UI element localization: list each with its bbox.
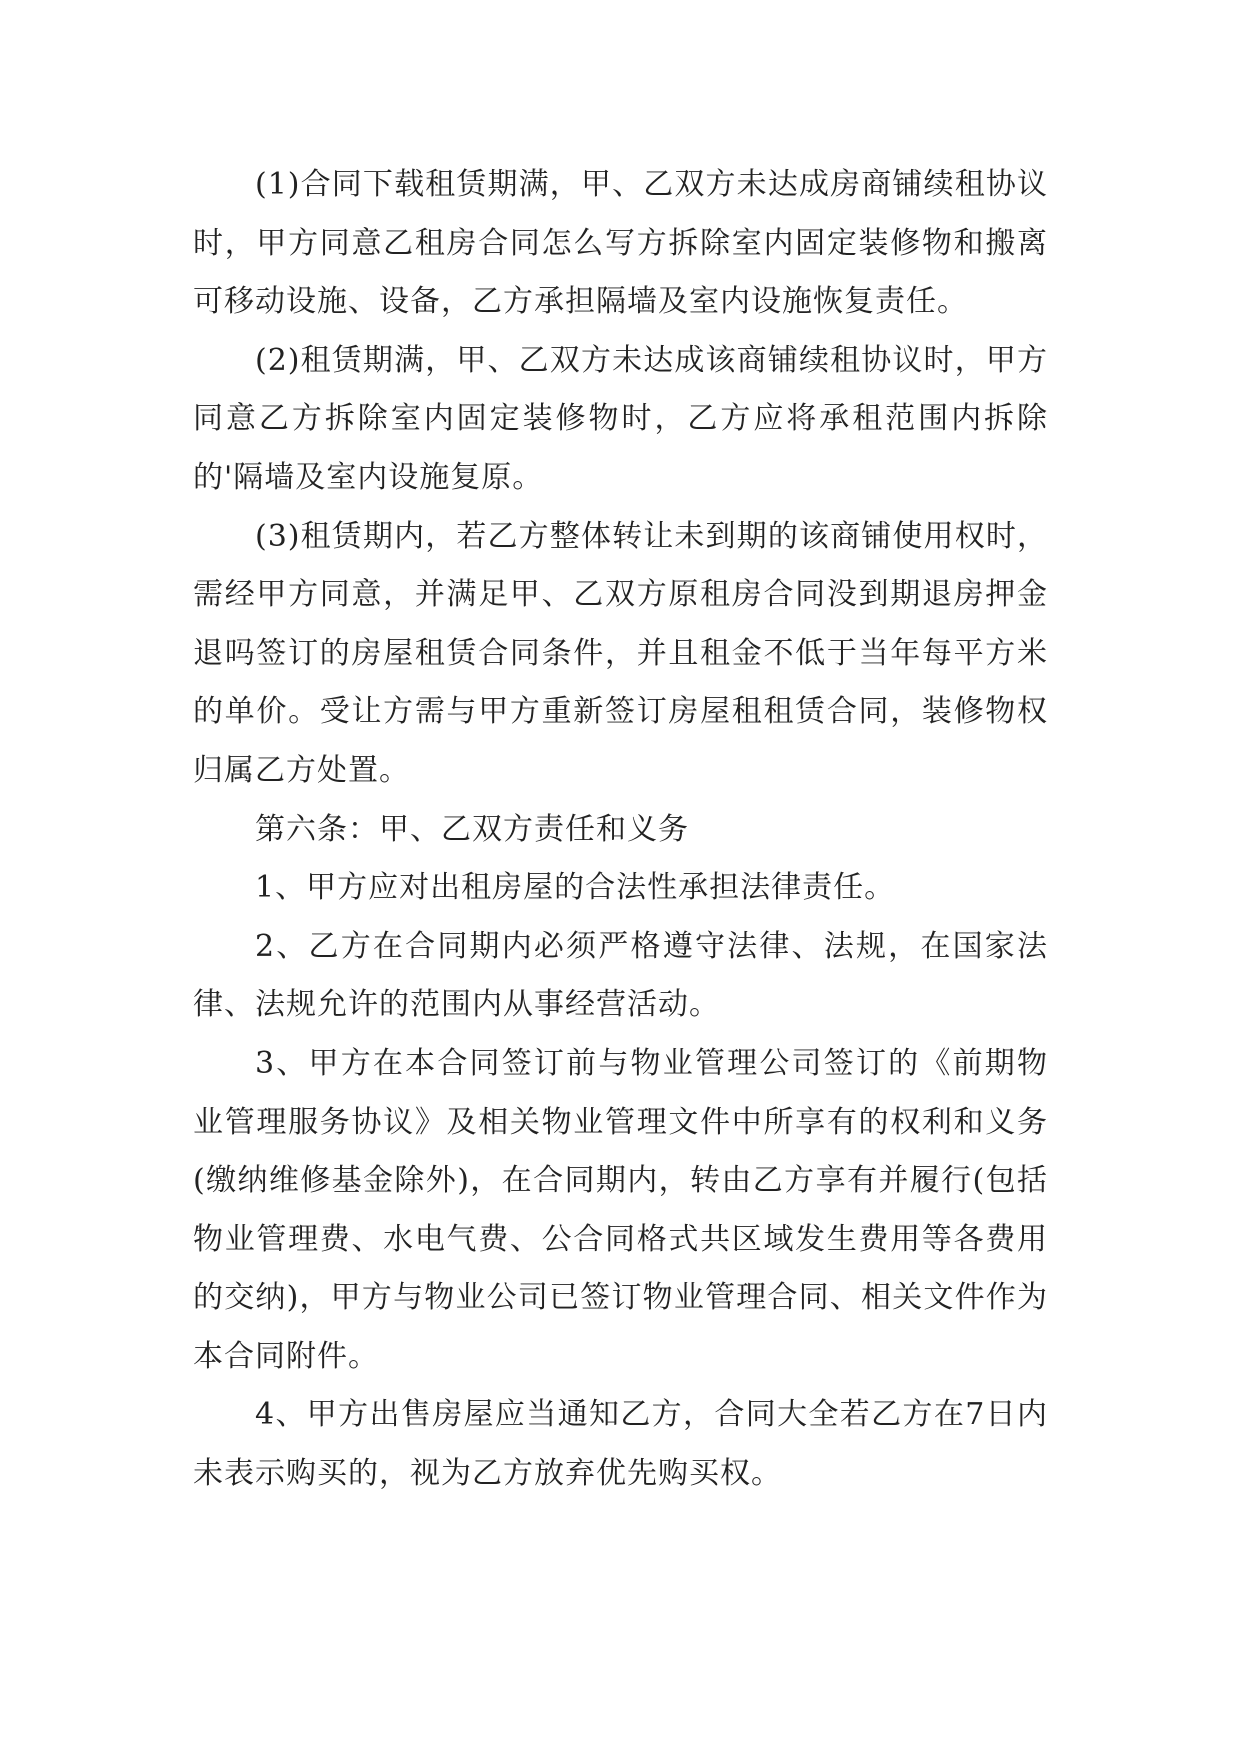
paragraph-item-2: 2、乙方在合同期内必须严格遵守法律、法规，在国家法律、法规允许的范围内从事经营活动。: [193, 928, 1048, 1023]
paragraph-item-4: 4、甲方出售房屋应当通知乙方，合同大全若乙方在7日内未表示购买的，视为乙方放弃优先购买权。: [193, 1397, 1048, 1492]
paragraph-clause-3: (3)租赁期内，若乙方整体转让未到期的该商铺使用权时，需经甲方同意，并满足甲、乙双方原租房合同没到期退房押金退吗签订的房屋租赁合同条件，并且租金不低于当年每平方米的单价。受让方需与甲方重新签订房屋租租赁合同，装修物权归属乙方处置。: [193, 518, 1048, 788]
paragraph-clause-1: (1)合同下载租赁期满，甲、乙双方未达成房商铺续租协议时，甲方同意乙租房合同怎么写方拆除室内固定装修物和搬离可移动设施、设备，乙方承担隔墙及室内设施恢复责任。: [193, 167, 1048, 320]
section-heading-article-6: 第六条：甲、乙双方责任和义务: [255, 811, 689, 847]
paragraph-item-1: 1、甲方应对出租房屋的合法性承担法律责任。: [255, 870, 896, 906]
paragraph-item-3: 3、甲方在本合同签订前与物业管理公司签订的《前期物业管理服务协议》及相关物业管理文件中所享有的权利和义务(缴纳维修基金除外)，在合同期内，转由乙方享有并履行(包括物业管理费、水电气费、公合同格式共区域发生费用等各费用的交纳)，甲方与物业公司已签订物业管理合同、相关文件作为本合同附件。: [193, 1045, 1048, 1374]
paragraph-clause-2: (2)租赁期满，甲、乙双方未达成该商铺续租协议时，甲方同意乙方拆除室内固定装修物时，乙方应将承租范围内拆除的'隔墙及室内设施复原。: [193, 342, 1048, 495]
document-body: [193, 156, 1048, 1504]
